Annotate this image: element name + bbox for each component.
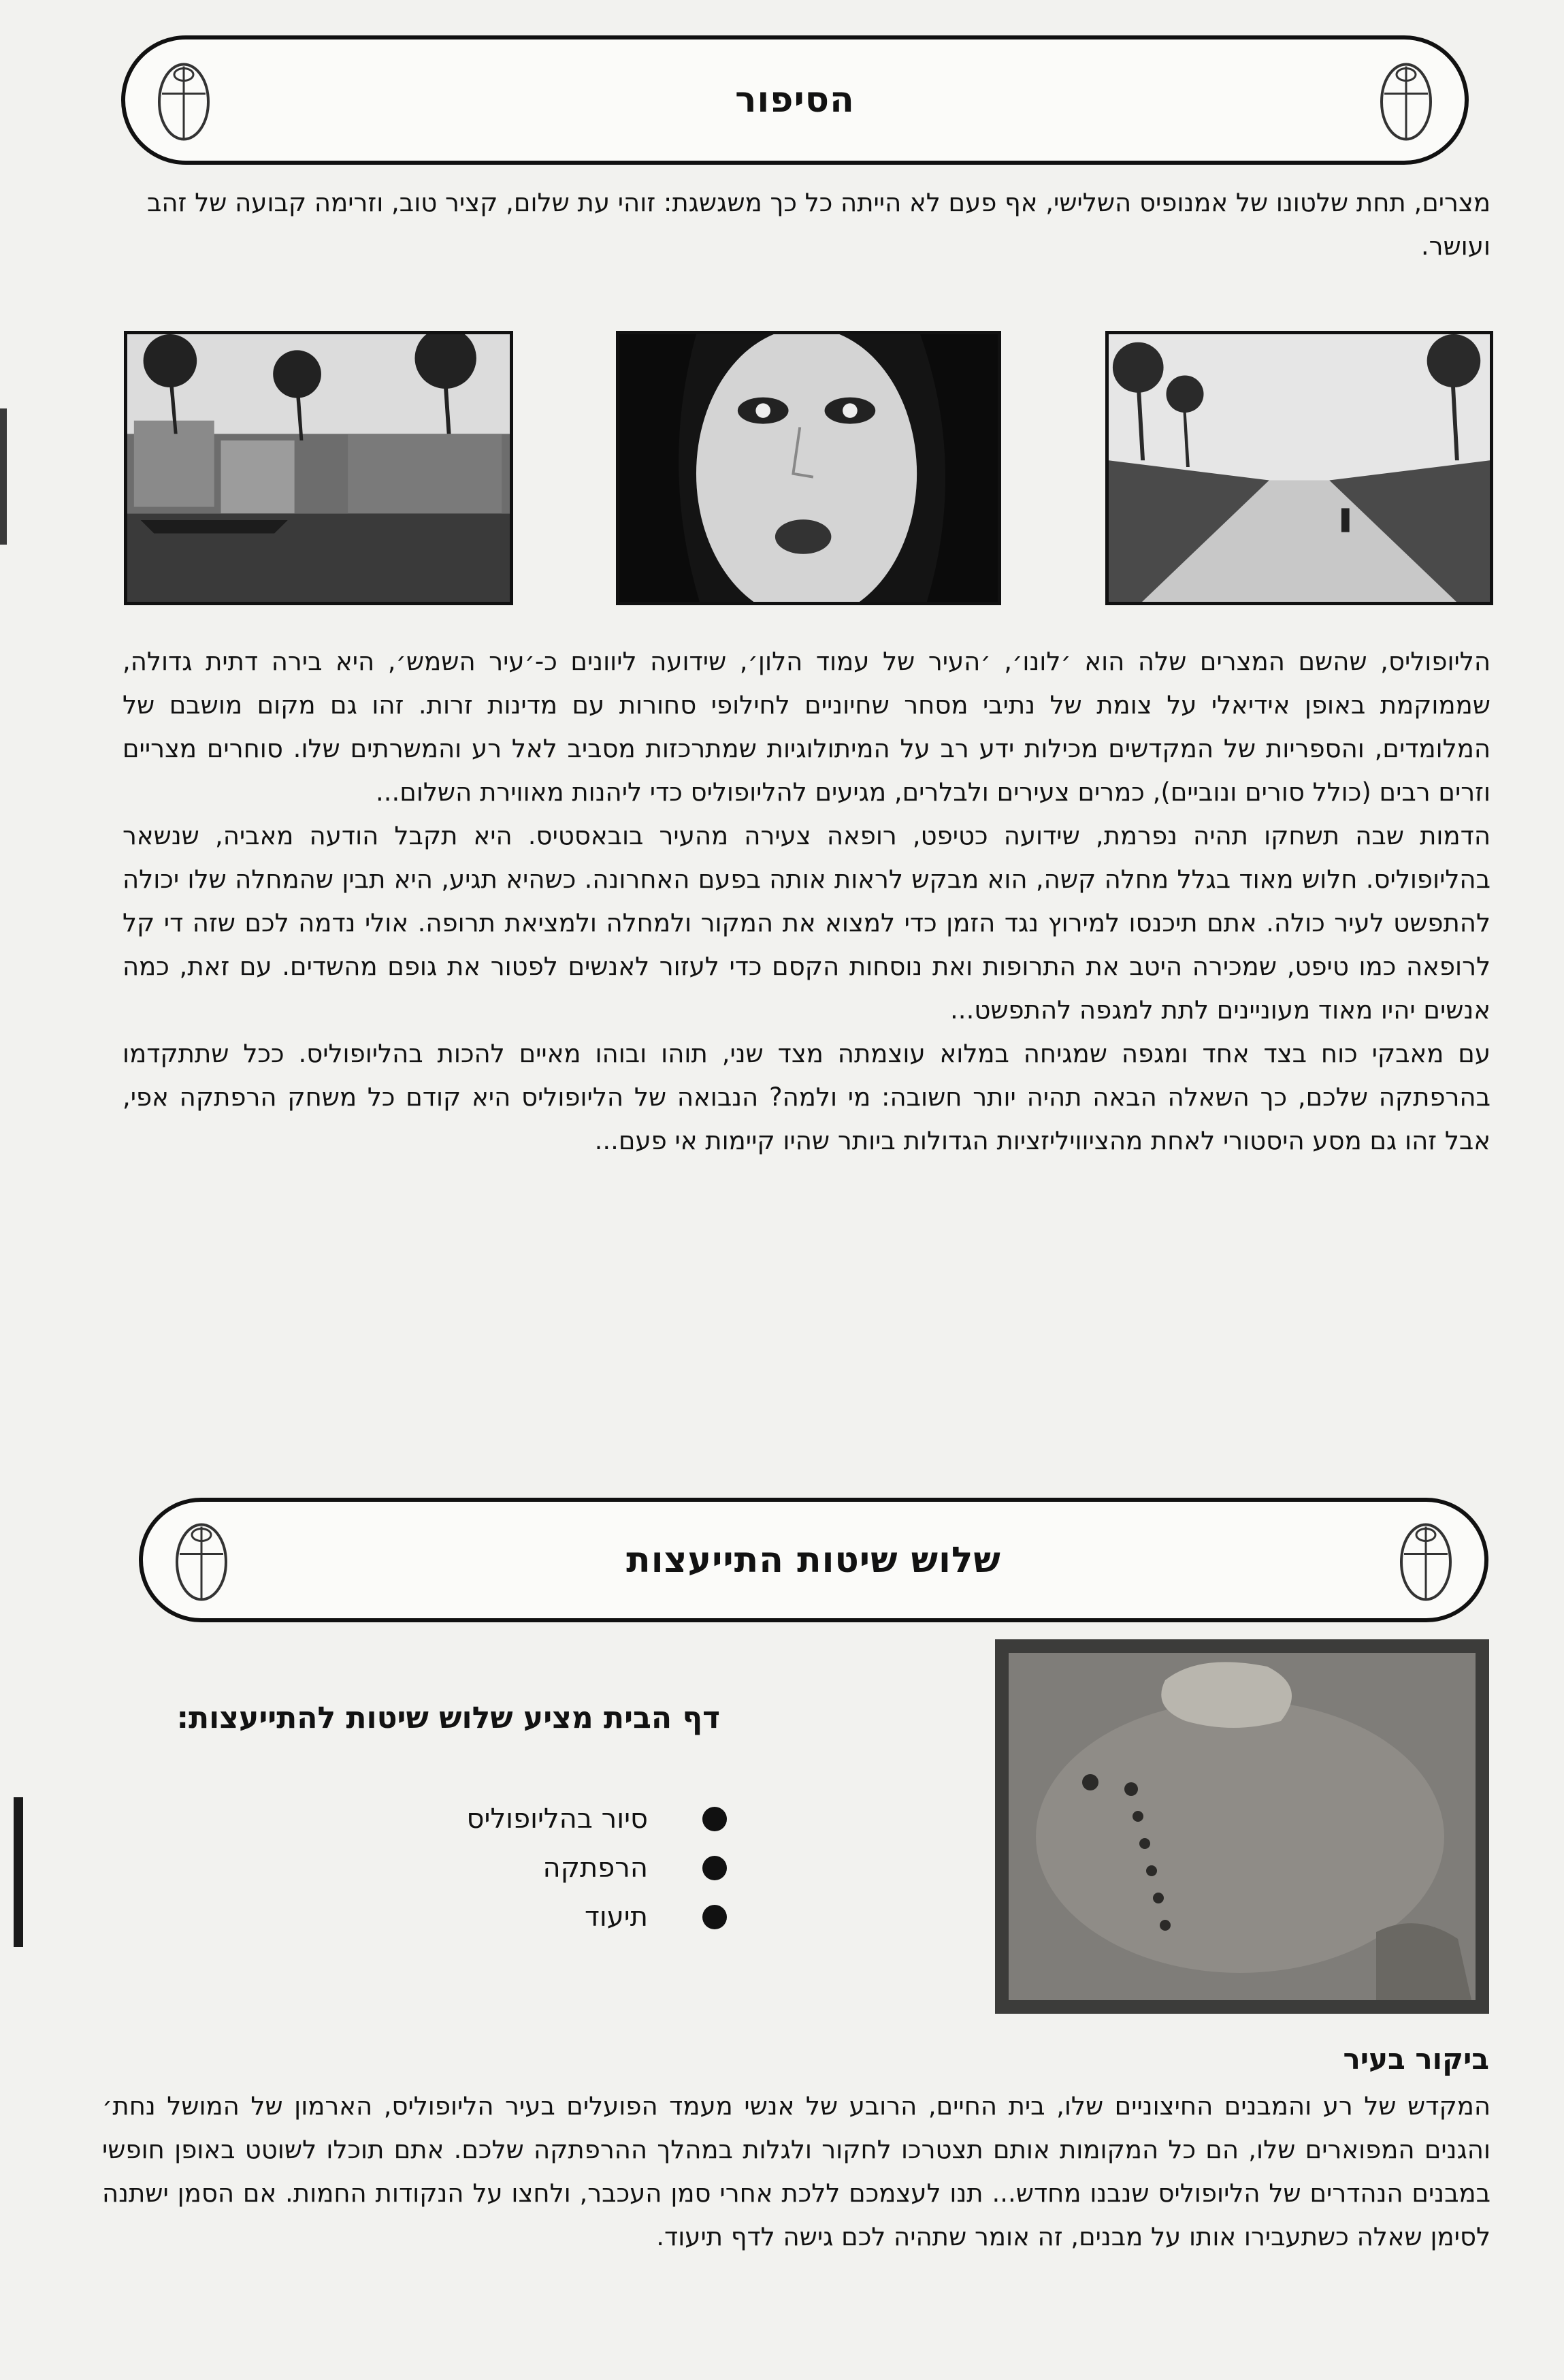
visit-city-heading: ביקור בעיר	[1343, 2042, 1489, 2076]
story-paragraph: הדמות שבה תשחקו תהיה נפרמת, שידועה כטיפט, רופאה צעירה מהעיר בובאסטיס. היא תקבל הודעה מאביה, שנשאר בהליופוליס. חלוש מאוד בגלל מחלה קשה, הוא מבקש לראות אותה בפעם האחרונה. כשהיא תגיע, היא תבין שהמחלה שלו יכולה להתפשט לעיר כולה. אתם תיכנסו למירוץ נגד הזמן כדי למצוא את המקור ולמחלה ולמציאת תרופה. אולי נדמה לכם שזה די קל לרופאה כמו טיפט, שמכירה היטב את התרופות ואת נוסחות הקסם כדי לעזור לאנשים לפטור את גופם מהשדים. עם זאת, כמה אנשים יהיו מאוד מעוניינים לתת למגפה להתפשט...	[123, 821, 1490, 1025]
intro-paragraph: מצרים, תחת שלטונו של אמנופיס השלישי, אף פעם לא הייתה כל כך משגשגת: זוהי עת שלום, קציר טוב, וזרימה קבועה של זהב ועושר.	[146, 188, 1490, 261]
screenshot-city-image	[124, 331, 513, 605]
section-title-story: הסיפור	[735, 80, 855, 120]
section-banner-consultation	[139, 1498, 1488, 1622]
visit-city-text: המקדש של רע והמבנים החיצוניים שלו, בית החיים, הרובע של אנשי מעמד הפועלים בעיר הליופוליס, הארמון של המושל נחת׳ והגנים המפוארים שלו, הם כל המקומות אותם תצטרכו לחקור ולגלות במהלך ההרפתקה שלכם. אתם תוכלו לשוטט באופן חופשי במבנים הנהדרים של הליופוליס שנבנו מחדש... תנו לעצמכם ללכת אחרי סמן העכבר, ולחצו על הנקודות החמות. אם הסמן ישתנה לסימן שאלה כשתעבירו אותו על מבנים, זה אומר שתהיה לכם גישה לדף תיעוד.	[102, 2091, 1490, 2251]
story-paragraph: הליופוליס, שהשם המצרים שלה הוא ׳לונו׳, ׳העיר של עמוד הלון׳, שידועה ליוונים כ-׳עיר השמש׳, היא בירה דתית גדולה, שממוקמת באופן אידיאלי על צומת של נתיבי מסחר שחיוניים לחילופי סחורות עם מדינות זרות. זהו גם מקום מושבם של המלומדים, והספריות של המקדשים מכילות ידע רב על המיתולוגיות שמתרכזות מסביב לאל רע והמשרתים שלו. סוחרים מצריים וזרים רבים (כולל סורים ונוביים), כמרים צעירים ולבלרים, מגיעים להליופוליס כדי ליהנות מאווירת השלום...	[123, 647, 1490, 807]
methods-list	[319, 1795, 727, 1942]
scarab-icon	[1376, 54, 1436, 146]
list-item: הרפתקה	[319, 1844, 727, 1893]
list-item: תיעוד	[319, 1893, 727, 1942]
screenshot-avenue-image	[1105, 331, 1493, 605]
map-screenshot-image	[995, 1639, 1489, 2014]
scarab-icon	[172, 1514, 231, 1606]
story-text	[123, 640, 1490, 1163]
list-item: סיור בהליופוליס	[319, 1795, 727, 1844]
story-paragraph: עם מאבקי כוח בצד אחד ומגפה שמגיחה במלוא עוצמתה מצד שני, תוהו ובוהו מאיים להכות בהליופוליס. ככל שתתקדמו בהרפתקה שלכם, כך השאלה הבאה תהיה יותר חשובה: מי ולמה? הנבואה של הליופוליס היא קודם כל משחק הרפתקה אפי, אבל זהו גם מסע היסטורי לאחת מהציוויליזציות הגדולות ביותר שהיו קיימות אי פעם...	[123, 1039, 1490, 1155]
bullet-icon	[702, 1905, 727, 1929]
scan-edge-mark	[14, 1797, 23, 1947]
bullet-icon	[702, 1856, 727, 1880]
scarab-icon	[154, 54, 214, 146]
section-banner-story	[121, 35, 1469, 165]
homepage-methods-heading: דף הבית מציע שלוש שיטות להתייעצות:	[176, 1701, 720, 1735]
bullet-icon	[702, 1807, 727, 1831]
section-title-consultation: שלוש שיטות התייעצות	[626, 1539, 1001, 1581]
scarab-icon	[1396, 1514, 1456, 1606]
screenshot-face-image	[616, 331, 1001, 605]
scan-edge-mark	[0, 408, 7, 545]
